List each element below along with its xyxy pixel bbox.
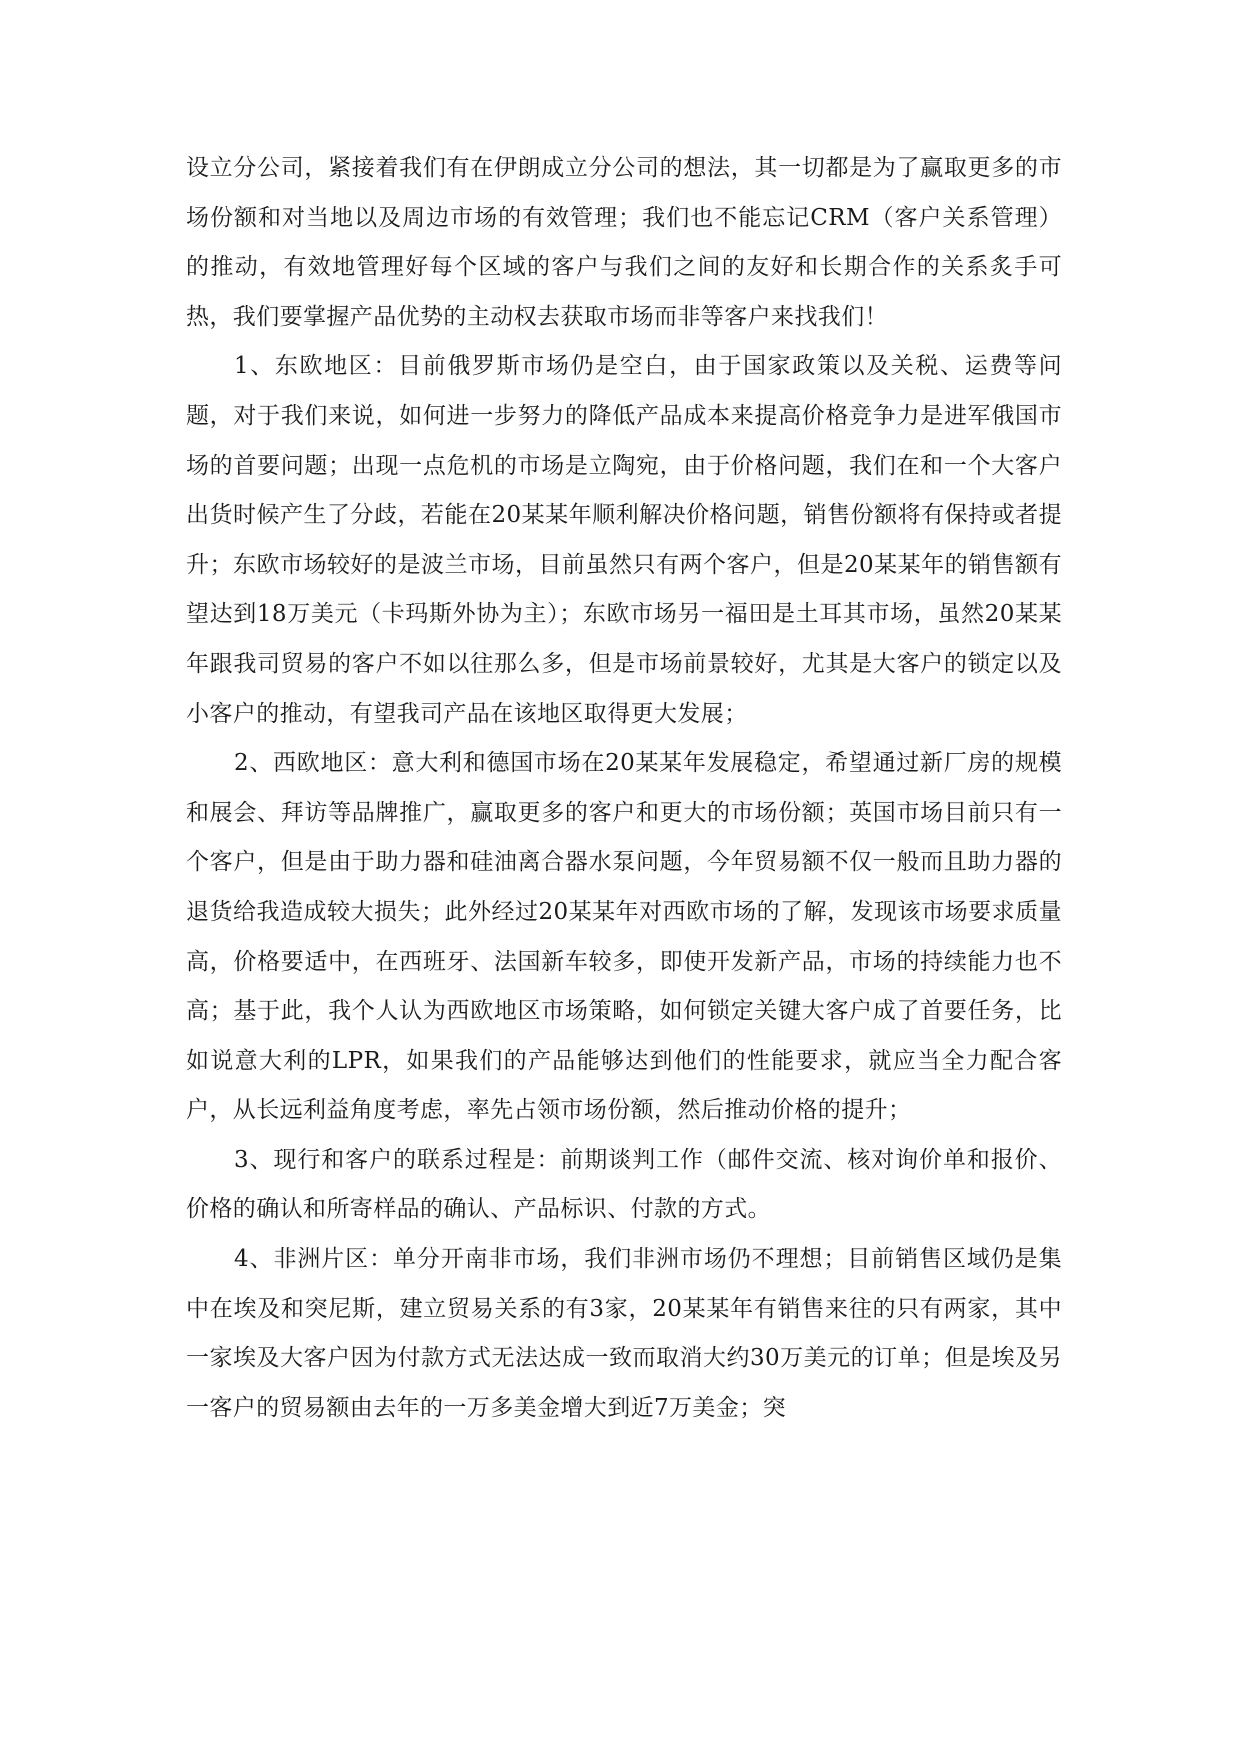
- paragraph-intro: 设立分公司，紧接着我们有在伊朗成立分公司的想法，其一切都是为了赢取更多的市场份额和对当地以及周边市场的有效管理；我们也不能忘记CRM（客户关系管理）的推动，有效地管理好每个区域的客户与我们之间的友好和长期合作的关系炙手可热，我们要掌握产品优势的主动权去获取市场而非等客户来找我们！: [186, 155, 1062, 330]
- paragraph-western-europe: 2、西欧地区：意大利和德国市场在20某某年发展稳定，希望通过新厂房的规模和展会、拜访等品牌推广，赢取更多的客户和更大的市场份额；英国市场目前只有一个客户，但是由于助力器和硅油离合器水泵问题，今年贸易额不仅一般而且助力器的退货给我造成较大损失；此外经过20某某年对西欧市场的了解，发现该市场要求质量高，价格要适中，在西班牙、法国新车较多，即使开发新产品，市场的持续能力也不高；基于此，我个人认为西欧地区市场策略，如何锁定关键大客户成了首要任务，比如说意大利的LPR，如果我们的产品能够达到他们的性能要求，就应当全力配合客户，从长远利益角度考虑，率先占领市场份额，然后推动价格的提升；: [186, 750, 1062, 1124]
- paragraph-eastern-europe: 1、东欧地区：目前俄罗斯市场仍是空白，由于国家政策以及关税、运费等问题，对于我们来说，如何进一步努力的降低产品成本来提高价格竞争力是进军俄国市场的首要问题；出现一点危机的市场是立陶宛，由于价格问题，我们在和一个大客户出货时候产生了分歧，若能在20某某年顺利解决价格问题，销售份额将有保持或者提升；东欧市场较好的是波兰市场，目前虽然只有两个客户，但是20某某年的销售额有望达到18万美元（卡玛斯外协为主）；东欧市场另一福田是土耳其市场，虽然20某某年跟我司贸易的客户不如以往那么多，但是市场前景较好，尤其是大客户的锁定以及小客户的推动，有望我司产品在该地区取得更大发展；: [186, 353, 1062, 727]
- paragraph-customer-contact-process: 3、现行和客户的联系过程是：前期谈判工作（邮件交流、核对询价单和报价、价格的确认和所寄样品的确认、产品标识、付款的方式。: [186, 1146, 1062, 1223]
- paragraph-africa: 4、非洲片区：单分开南非市场，我们非洲市场仍不理想；目前销售区域仍是集中在埃及和突尼斯，建立贸易关系的有3家，20某某年有销售来往的只有两家，其中一家埃及大客户因为付款方式无法达成一致而取消大约30万美元的订单；但是埃及另一客户的贸易额由去年的一万多美金增大到近7万美金；突: [186, 1246, 1062, 1421]
- document-body: [186, 144, 1062, 1433]
